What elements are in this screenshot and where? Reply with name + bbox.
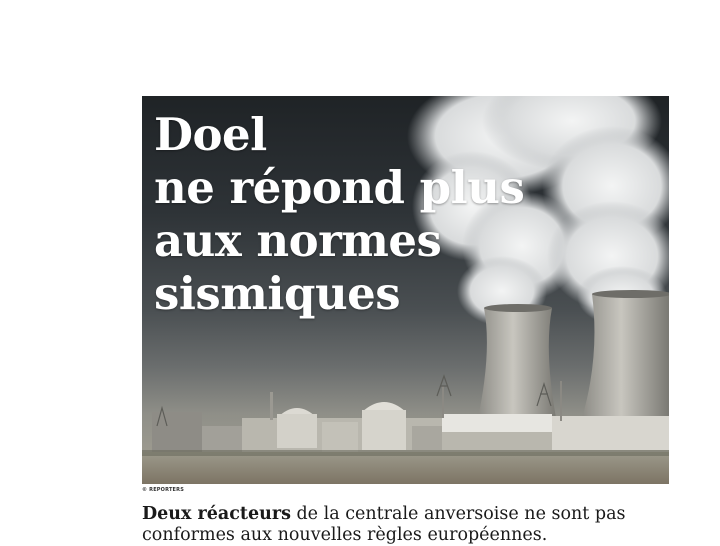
headline-line: Doel xyxy=(154,108,267,161)
lead-text: de la centrale anversoise ne sont pas conformes aux nouvelles règles européennes. xyxy=(142,504,626,545)
lead-bold: Deux réacteurs xyxy=(142,504,291,524)
headline-line: sismiques xyxy=(154,267,401,320)
field xyxy=(142,452,669,484)
headline-line: ne répond plus xyxy=(154,161,525,214)
headline xyxy=(154,108,524,320)
cooling-tower xyxy=(478,304,556,418)
photo-credit: © REPORTERS xyxy=(142,487,185,493)
nuclear-plant-photo xyxy=(142,96,669,484)
headline-line: aux normes xyxy=(154,214,442,267)
cooling-tower xyxy=(582,290,669,418)
